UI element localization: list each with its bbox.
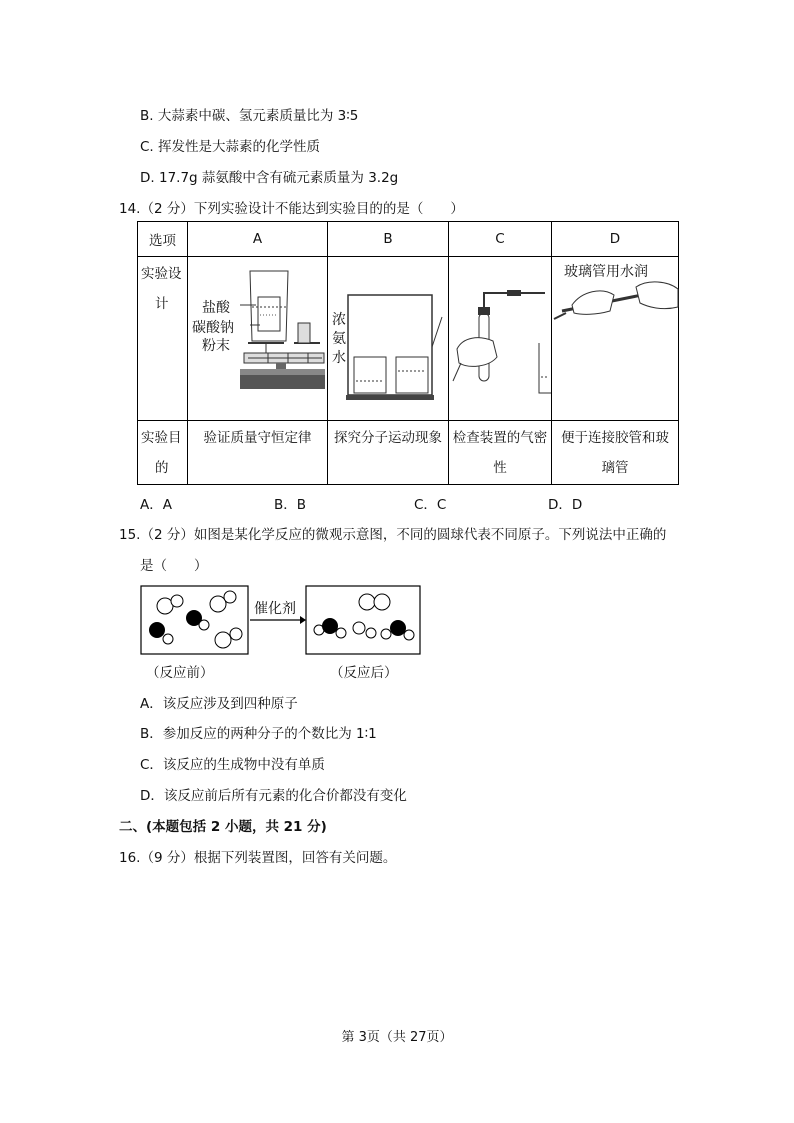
section-2-heading: 二、(本题包括 2 小题，共 21 分)	[119, 819, 327, 835]
label-sodium-carbonate: 碳酸钠	[192, 320, 234, 336]
purpose-line: 检查装置的气密	[452, 430, 548, 446]
q14-purpose-label	[138, 421, 188, 485]
tube-connection-diagram	[552, 257, 679, 418]
figure-a-cell	[188, 257, 328, 421]
q15-stem-line1: 15.（2 分）如图是某化学反应的微观示意图，不同的圆球代表不同原子。下列说法中正确的	[119, 527, 667, 543]
airtightness-diagram	[449, 257, 552, 418]
label-powder: 粉末	[202, 338, 230, 354]
q14-design-label	[138, 257, 188, 421]
bell-jar-diagram	[328, 257, 449, 418]
q14-answer-b: B．B	[274, 497, 307, 513]
label-char: 浓	[332, 312, 346, 328]
q14-stem: 14.（2 分）下列实验设计不能达到实验目的的是（ ）	[119, 201, 464, 217]
q15-option-a: A．该反应涉及到四种原子	[140, 696, 298, 712]
purpose-a	[188, 421, 328, 485]
q14-answer-c: C．C	[414, 497, 447, 513]
purpose-d	[552, 421, 679, 485]
label-line: 计	[155, 296, 169, 312]
purpose-line: 验证质量守恒定律	[203, 430, 312, 446]
q15-stem-line2: 是（ ）	[140, 558, 208, 574]
q13-option-d: D. 17.7g 蒜氨酸中含有硫元素质量为 3.2g	[140, 170, 399, 186]
label-line: 实验设	[141, 266, 182, 282]
catalyst-label: 催化剂	[254, 601, 296, 617]
figure-d-cell	[552, 257, 679, 421]
q14-header-cell: 选项	[138, 222, 188, 257]
purpose-line: 探究分子运动现象	[334, 430, 442, 446]
purpose-line: 便于连接胶管和玻	[561, 430, 669, 446]
q14-header-cell: D	[552, 222, 679, 257]
q14-design-row	[138, 257, 679, 421]
label-char: 水	[332, 350, 346, 366]
q14-answer-a: A．A	[140, 497, 172, 513]
label-line: 实验目	[141, 430, 182, 446]
q14-answer-d: D．D	[548, 497, 583, 513]
purpose-line: 璃管	[601, 460, 629, 476]
q13-option-b: B. 大蒜素中碳、氢元素质量比为 3∶5	[140, 108, 359, 124]
q14-table	[137, 221, 679, 485]
label-char: 氨	[332, 331, 346, 347]
q14-header-row	[138, 222, 679, 257]
purpose-b	[328, 421, 449, 485]
purpose-line: 性	[493, 460, 507, 476]
label-hydrochloric-acid: 盐酸	[202, 300, 230, 316]
figure-c-cell	[449, 257, 552, 421]
figure-b-cell	[328, 257, 449, 421]
q14-header-cell: A	[188, 222, 328, 257]
q15-option-c: C．该反应的生成物中没有单质	[140, 757, 325, 773]
label-ammonia	[332, 311, 346, 368]
after-label: （反应后）	[330, 665, 398, 681]
q13-option-c: C. 挥发性是大蒜素的化学性质	[140, 139, 321, 155]
purpose-c	[449, 421, 552, 485]
q14-header-cell: B	[328, 222, 449, 257]
label-line: 的	[155, 460, 169, 476]
q15-option-b: B．参加反应的两种分子的个数比为 1∶1	[140, 726, 377, 742]
q14-header-cell: C	[449, 222, 552, 257]
reaction-diagram	[138, 584, 428, 656]
q16-stem: 16.（9 分）根据下列装置图，回答有关问题。	[119, 850, 397, 866]
label-moisten-tube: 玻璃管用水润	[564, 264, 648, 280]
q15-option-d: D．该反应前后所有元素的化合价都没有变化	[140, 788, 407, 804]
page-footer: 第 3页（共 27页）	[341, 1030, 453, 1045]
before-label: （反应前）	[146, 665, 214, 681]
q14-purpose-row	[138, 421, 679, 485]
